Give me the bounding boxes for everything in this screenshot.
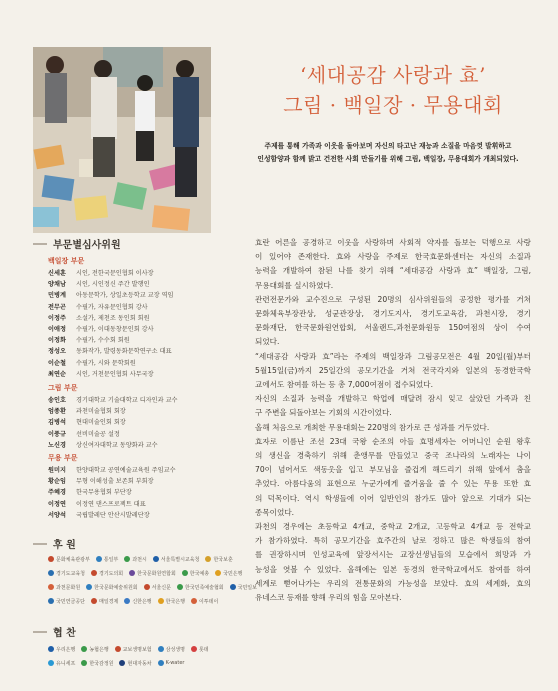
member-row xyxy=(48,313,218,324)
member-role: 국립발레단 안산시발레단장 xyxy=(76,511,150,519)
sponsor-name: 한국감정원 xyxy=(89,660,114,667)
sponsor-name: 유니세프 xyxy=(56,660,76,667)
member-role: 현대미술인회 회장 xyxy=(76,419,126,427)
heading-bar-icon xyxy=(33,543,47,545)
member-name: 이정화 xyxy=(48,337,66,345)
body-line: 무용대회를 실시하였다. xyxy=(255,280,334,290)
sponsor-name: 농협은행 xyxy=(89,646,109,653)
member-role: 한양대학교 공연예술교육원 주임교수 xyxy=(76,467,176,474)
logo-mark-icon xyxy=(48,570,54,576)
sponsor-logo xyxy=(96,556,119,563)
judges-heading xyxy=(33,236,121,251)
member-role: 수필가, 시와 문학회원 xyxy=(76,359,136,367)
intro-line: 인성함양과 함께 밝고 건전한 사회 만들기를 위해 그림, 백일장, 무용대회가 개최되었다. xyxy=(257,155,519,163)
title-line-2: 그림 · 백일장 · 무용대회 xyxy=(283,93,503,117)
sponsor-logo xyxy=(191,598,218,605)
body-line: 과천의 경우에는 초등학교 4개교, 중학교 2개교, 고등학교 4개교 등 전학교 xyxy=(255,522,531,532)
member-name: 이풍규 xyxy=(48,430,66,438)
logo-mark-icon xyxy=(86,584,92,590)
member-row xyxy=(48,476,218,487)
sponsor-logo xyxy=(215,570,242,577)
group-title-essay: 백일장 부문 xyxy=(48,257,85,265)
member-row xyxy=(48,499,218,510)
member-role: 과천미술협회 회장 xyxy=(76,408,126,416)
logo-mark-icon xyxy=(158,598,164,604)
member-role: 수필가, 자유문인협회 강사 xyxy=(76,303,148,311)
sponsor-row xyxy=(48,566,243,580)
event-photo xyxy=(33,47,211,233)
body-line: 교에서도 참여를 하는 등 총 7,000여점이 접수되었다. xyxy=(255,380,434,390)
member-row xyxy=(48,417,218,428)
body-line: 가 참가하였다. 특히 공모기간을 효주간의 날로 정하고 많은 학생들의 참여 xyxy=(255,536,531,546)
body-line: 의 생신을 경축하기 위해 춘앵무를 만들었고 중국 조나라의 노래자는 나이 xyxy=(255,451,531,461)
sponsor-logo xyxy=(81,646,108,653)
article-body xyxy=(255,236,531,605)
member-name: 주혜경 xyxy=(48,489,66,497)
logo-mark-icon xyxy=(48,584,54,590)
body-line: 자신의 소질과 능력을 개발하고 학업에 매달려 잠시 잊고 살았던 가족과 친 xyxy=(255,394,531,404)
body-line: 종목이었다. xyxy=(255,507,295,517)
logo-mark-icon xyxy=(158,660,164,666)
body-line: 5월15일(금)까지 25일간의 공모기간을 거쳐 전국각지와 일본의 동경한국학 xyxy=(255,365,531,375)
member-row xyxy=(48,395,218,406)
sponsor-name: 서울신문 xyxy=(151,584,171,591)
support-logos xyxy=(48,552,257,608)
body-line: 문화재단, 한국문화원연합회, 서울랜드,과천문화원등 150여점의 상이 수여 xyxy=(255,323,531,333)
body-line: 능성을 엿볼 수 있었다. 올해에는 일본 동경의 한국학교에서도 참여를 하여 xyxy=(255,564,531,574)
sponsor-logo xyxy=(48,646,75,653)
sponsor-name: 통일부 xyxy=(103,556,119,563)
logo-mark-icon xyxy=(158,646,164,652)
sponsor-name: 현대자동차 xyxy=(127,660,152,667)
member-row xyxy=(48,279,218,290)
sponsor-name: 국민은행 xyxy=(223,570,243,577)
member-row xyxy=(48,465,218,476)
sponsor-logo xyxy=(230,584,257,591)
sponsor-logo xyxy=(81,660,113,667)
sponsor-name: 과천문화원 xyxy=(56,584,81,591)
sponsor-logo xyxy=(119,660,151,667)
group-title-painting: 그림 부문 xyxy=(48,384,78,392)
title-line-1: ‘세대공감 사랑과 효’ xyxy=(300,63,486,87)
member-row xyxy=(48,290,218,301)
support-heading-label: 후 원 xyxy=(53,540,76,551)
sponsor-logo xyxy=(182,570,209,577)
sponsor-logo xyxy=(91,598,118,605)
body-line: 관련전문가와 교수진으로 구성된 20명의 심사위원들의 공정한 평가를 거쳐 xyxy=(255,294,531,304)
sponsor-name: 롯데 xyxy=(198,646,209,653)
sponsor-logo xyxy=(91,570,123,577)
member-role: 무형 이해성출 보존회 부회장 xyxy=(76,478,154,486)
logo-mark-icon xyxy=(177,584,183,590)
logo-mark-icon xyxy=(124,556,130,562)
member-role: 선비미술공 설정 xyxy=(76,430,120,438)
body-line: 이 있어야 존재한다. 효와 사랑을 주제로 한국효문화센터는 자신의 소질과 xyxy=(255,252,531,262)
sponsor-name: 경기도교육청 xyxy=(56,570,85,577)
sponsor-logo xyxy=(124,598,151,605)
heading-bar-icon xyxy=(33,631,47,633)
logo-mark-icon xyxy=(91,570,97,576)
member-name: 신세훈 xyxy=(48,270,66,277)
logo-mark-icon xyxy=(48,660,54,666)
sponsor-name: 국민일보 xyxy=(237,584,257,591)
body-line: 를 권장하시며 인성교육에 앞장서시는 교장선생님들의 모습에서 희망과 가 xyxy=(255,550,531,560)
member-role: 시인, 시인정신 주간 발행인 xyxy=(76,281,150,289)
sponsor-logo xyxy=(153,556,200,563)
member-row xyxy=(48,268,218,279)
cooperation-heading xyxy=(33,624,76,639)
member-name: 김병석 xyxy=(48,419,66,427)
group-title-dance: 무용 부문 xyxy=(48,454,78,462)
sponsor-logo xyxy=(205,556,232,563)
sponsor-logo xyxy=(177,584,224,591)
member-name: 이애정 xyxy=(48,326,66,334)
member-row xyxy=(48,487,218,498)
body-line: 되었다. xyxy=(255,337,280,347)
heading-bar-icon xyxy=(33,243,47,245)
body-line: 유네스코 등재를 향해 우리의 힘을 모아본다. xyxy=(255,593,402,603)
sponsor-logo xyxy=(115,646,152,653)
member-name: 이정연 xyxy=(48,500,66,508)
cooperation-logos xyxy=(48,642,228,670)
logo-mark-icon xyxy=(115,646,121,652)
body-line: 올해 처음으로 개최한 무용대회는 220명의 참가로 큰 성과를 거두었다. xyxy=(255,422,490,432)
sponsor-name: 한국보훈 xyxy=(213,556,233,563)
sponsor-name: 신한은행 xyxy=(132,598,152,605)
sponsor-name: 한국문화예술위원회 xyxy=(94,584,138,591)
member-name: 최연순 xyxy=(48,370,66,378)
sponsor-name: 문화체육관광부 xyxy=(56,556,90,563)
intro-text xyxy=(238,140,538,166)
sponsor-logo xyxy=(48,556,90,563)
sponsor-logo xyxy=(144,584,171,591)
logo-mark-icon xyxy=(81,660,87,666)
logo-mark-icon xyxy=(215,570,221,576)
logo-mark-icon xyxy=(91,598,97,604)
logo-mark-icon xyxy=(48,646,54,652)
sponsor-logo xyxy=(48,584,80,591)
members-essay xyxy=(48,268,218,380)
logo-mark-icon xyxy=(48,556,54,562)
sponsor-name: 한국예총 xyxy=(189,570,210,577)
member-row xyxy=(48,302,218,313)
logo-mark-icon xyxy=(153,556,159,562)
members-dance xyxy=(48,465,218,521)
logo-mark-icon xyxy=(96,556,102,562)
member-name: 정성오 xyxy=(48,348,66,356)
member-role: 수필가, 이대동창문인회 강사 xyxy=(76,326,154,334)
member-role: 시인, 전한국문인협회 이사장 xyxy=(76,270,154,277)
logo-mark-icon xyxy=(129,570,135,576)
member-role: 시인, 거천문인협회 사무국장 xyxy=(76,370,154,378)
body-line: 세계로 뻗어나가는 우리의 전통문화의 가능성을 보았다. 효의 세계화, 효의 xyxy=(255,578,531,588)
judges-heading-label: 부문별심사위원 xyxy=(53,240,121,251)
sponsor-name: K-water xyxy=(165,660,185,666)
cooperation-heading-label: 협 찬 xyxy=(53,628,76,639)
sponsor-name: 서울특별시교육청 xyxy=(160,556,200,563)
body-line: 의 덕목이다. 역시 학생들에 이어 일반인의 참가도 많아 앞으로 기대가 되는 xyxy=(255,493,531,503)
logo-mark-icon xyxy=(124,598,130,604)
body-line: “세대공감 사랑과 효”라는 주제의 백일장과 그림공모전은 4월 20일(월)부터 xyxy=(255,351,531,361)
sponsor-row xyxy=(48,594,228,608)
member-role: 수필가, 수수회 회원 xyxy=(76,337,130,345)
logo-mark-icon xyxy=(191,598,197,604)
member-row xyxy=(48,406,218,417)
member-role: 이정연 댄스프로젝트 대표 xyxy=(76,500,146,508)
sponsor-name: 우리은행 xyxy=(56,646,76,653)
member-row xyxy=(48,440,218,451)
body-line: 효란 어른을 공경하고 이웃을 사랑하며 사회적 약자를 돌보는 덕행으로 사랑 xyxy=(255,238,531,247)
member-role: 경기대학교 기술대학교 디자인과 교수 xyxy=(76,397,178,404)
sponsor-logo xyxy=(48,598,85,605)
member-role: 동화작가, 발령동화문학연구소 대표 xyxy=(76,348,172,356)
sponsor-name: 경기도의회 xyxy=(98,570,124,577)
sponsor-logo xyxy=(158,660,185,666)
body-line: 구 주변을 되돌아보는 기회의 시간이었다. xyxy=(255,408,392,418)
member-role: 아동문학가, 상일초등학교 교장 역임 xyxy=(76,292,174,300)
member-row xyxy=(48,324,218,335)
sponsor-logo xyxy=(158,646,185,653)
sponsor-name: 한국은행 xyxy=(165,598,185,605)
member-row xyxy=(48,358,218,369)
sponsor-name: 이투데이 xyxy=(198,598,219,605)
sponsor-row xyxy=(48,552,233,566)
logo-mark-icon xyxy=(191,646,197,652)
logo-mark-icon xyxy=(48,598,54,604)
body-line: 70이 넘어서도 색동옷을 입고 부모님을 즐겁게 해드리기 위해 앞에서 춤을 xyxy=(255,465,531,475)
member-name: 이순철 xyxy=(48,359,66,367)
member-row xyxy=(48,346,218,357)
sponsor-row xyxy=(48,656,228,670)
member-name: 엄종환 xyxy=(48,408,66,416)
sponsor-logo xyxy=(86,584,137,591)
member-role: 소설가, 제천조 동인회 회원 xyxy=(76,314,150,322)
article-title xyxy=(258,60,528,120)
sponsor-logo xyxy=(158,598,185,605)
member-name: 전무곤 xyxy=(48,303,66,311)
sponsor-row xyxy=(48,580,257,594)
member-role: 상신여자대학교 동양화과 교수 xyxy=(76,441,158,449)
sponsor-name: 삼성생명 xyxy=(165,646,185,653)
sponsor-logo xyxy=(48,660,75,667)
body-line: 추었다. 아름다움의 표현으로 누군가에게 즐거움을 줄 수 있는 무용 또한 효 xyxy=(255,479,531,489)
body-line: 효자로 이름난 조선 23대 국왕 순조의 아들 효명세자는 어머니인 순원 왕후 xyxy=(255,436,531,446)
sponsor-name: 과천시 xyxy=(132,556,147,563)
sponsor-logo xyxy=(129,570,176,577)
member-row xyxy=(48,335,218,346)
member-row xyxy=(48,369,218,380)
member-name: 서양석 xyxy=(48,511,66,519)
member-row xyxy=(48,510,218,521)
member-name: 황순임 xyxy=(48,478,66,486)
logo-mark-icon xyxy=(119,660,125,666)
body-line: 문화체육부장관상, 성균관장상, 경기도지사, 경기도교육감, 과천시장, 경기 xyxy=(255,309,531,319)
sponsor-logo xyxy=(124,556,147,563)
member-name: 노신경 xyxy=(48,441,66,449)
logo-mark-icon xyxy=(205,556,211,562)
sponsor-name: 교보생명보험 xyxy=(122,646,152,653)
member-role: 한국무용협회 부단장 xyxy=(76,489,132,497)
member-name: 송인호 xyxy=(48,397,66,404)
logo-mark-icon xyxy=(144,584,150,590)
logo-mark-icon xyxy=(230,584,236,590)
member-name: 양채남 xyxy=(48,281,66,289)
sponsor-name: 한국문화원연합회 xyxy=(137,570,176,577)
sponsor-logo xyxy=(48,570,85,577)
judges-photo-illustration xyxy=(33,47,211,233)
intro-line: 주제를 통해 가족과 이웃을 돌아보며 자신의 타고난 재능과 소질을 마음껏 발휘하고 xyxy=(264,142,512,150)
body-line: 능력을 개발하여 참된 나를 찾기 위해 “세대공감 사랑과 효” 백일장, 그림, xyxy=(255,266,531,276)
members-painting xyxy=(48,395,218,451)
sponsor-row xyxy=(48,642,228,656)
sponsor-name: 국민연금공단 xyxy=(56,598,85,605)
member-name: 원미지 xyxy=(48,467,66,474)
sponsor-name: 한국민족예술협회 xyxy=(184,584,224,591)
logo-mark-icon xyxy=(182,570,188,576)
member-row xyxy=(48,429,218,440)
sponsor-name: 매일경제 xyxy=(98,598,119,605)
support-heading xyxy=(33,536,76,551)
member-name: 민병계 xyxy=(48,292,66,300)
member-name: 이정주 xyxy=(48,314,66,322)
sponsor-logo xyxy=(191,646,209,653)
logo-mark-icon xyxy=(81,646,87,652)
